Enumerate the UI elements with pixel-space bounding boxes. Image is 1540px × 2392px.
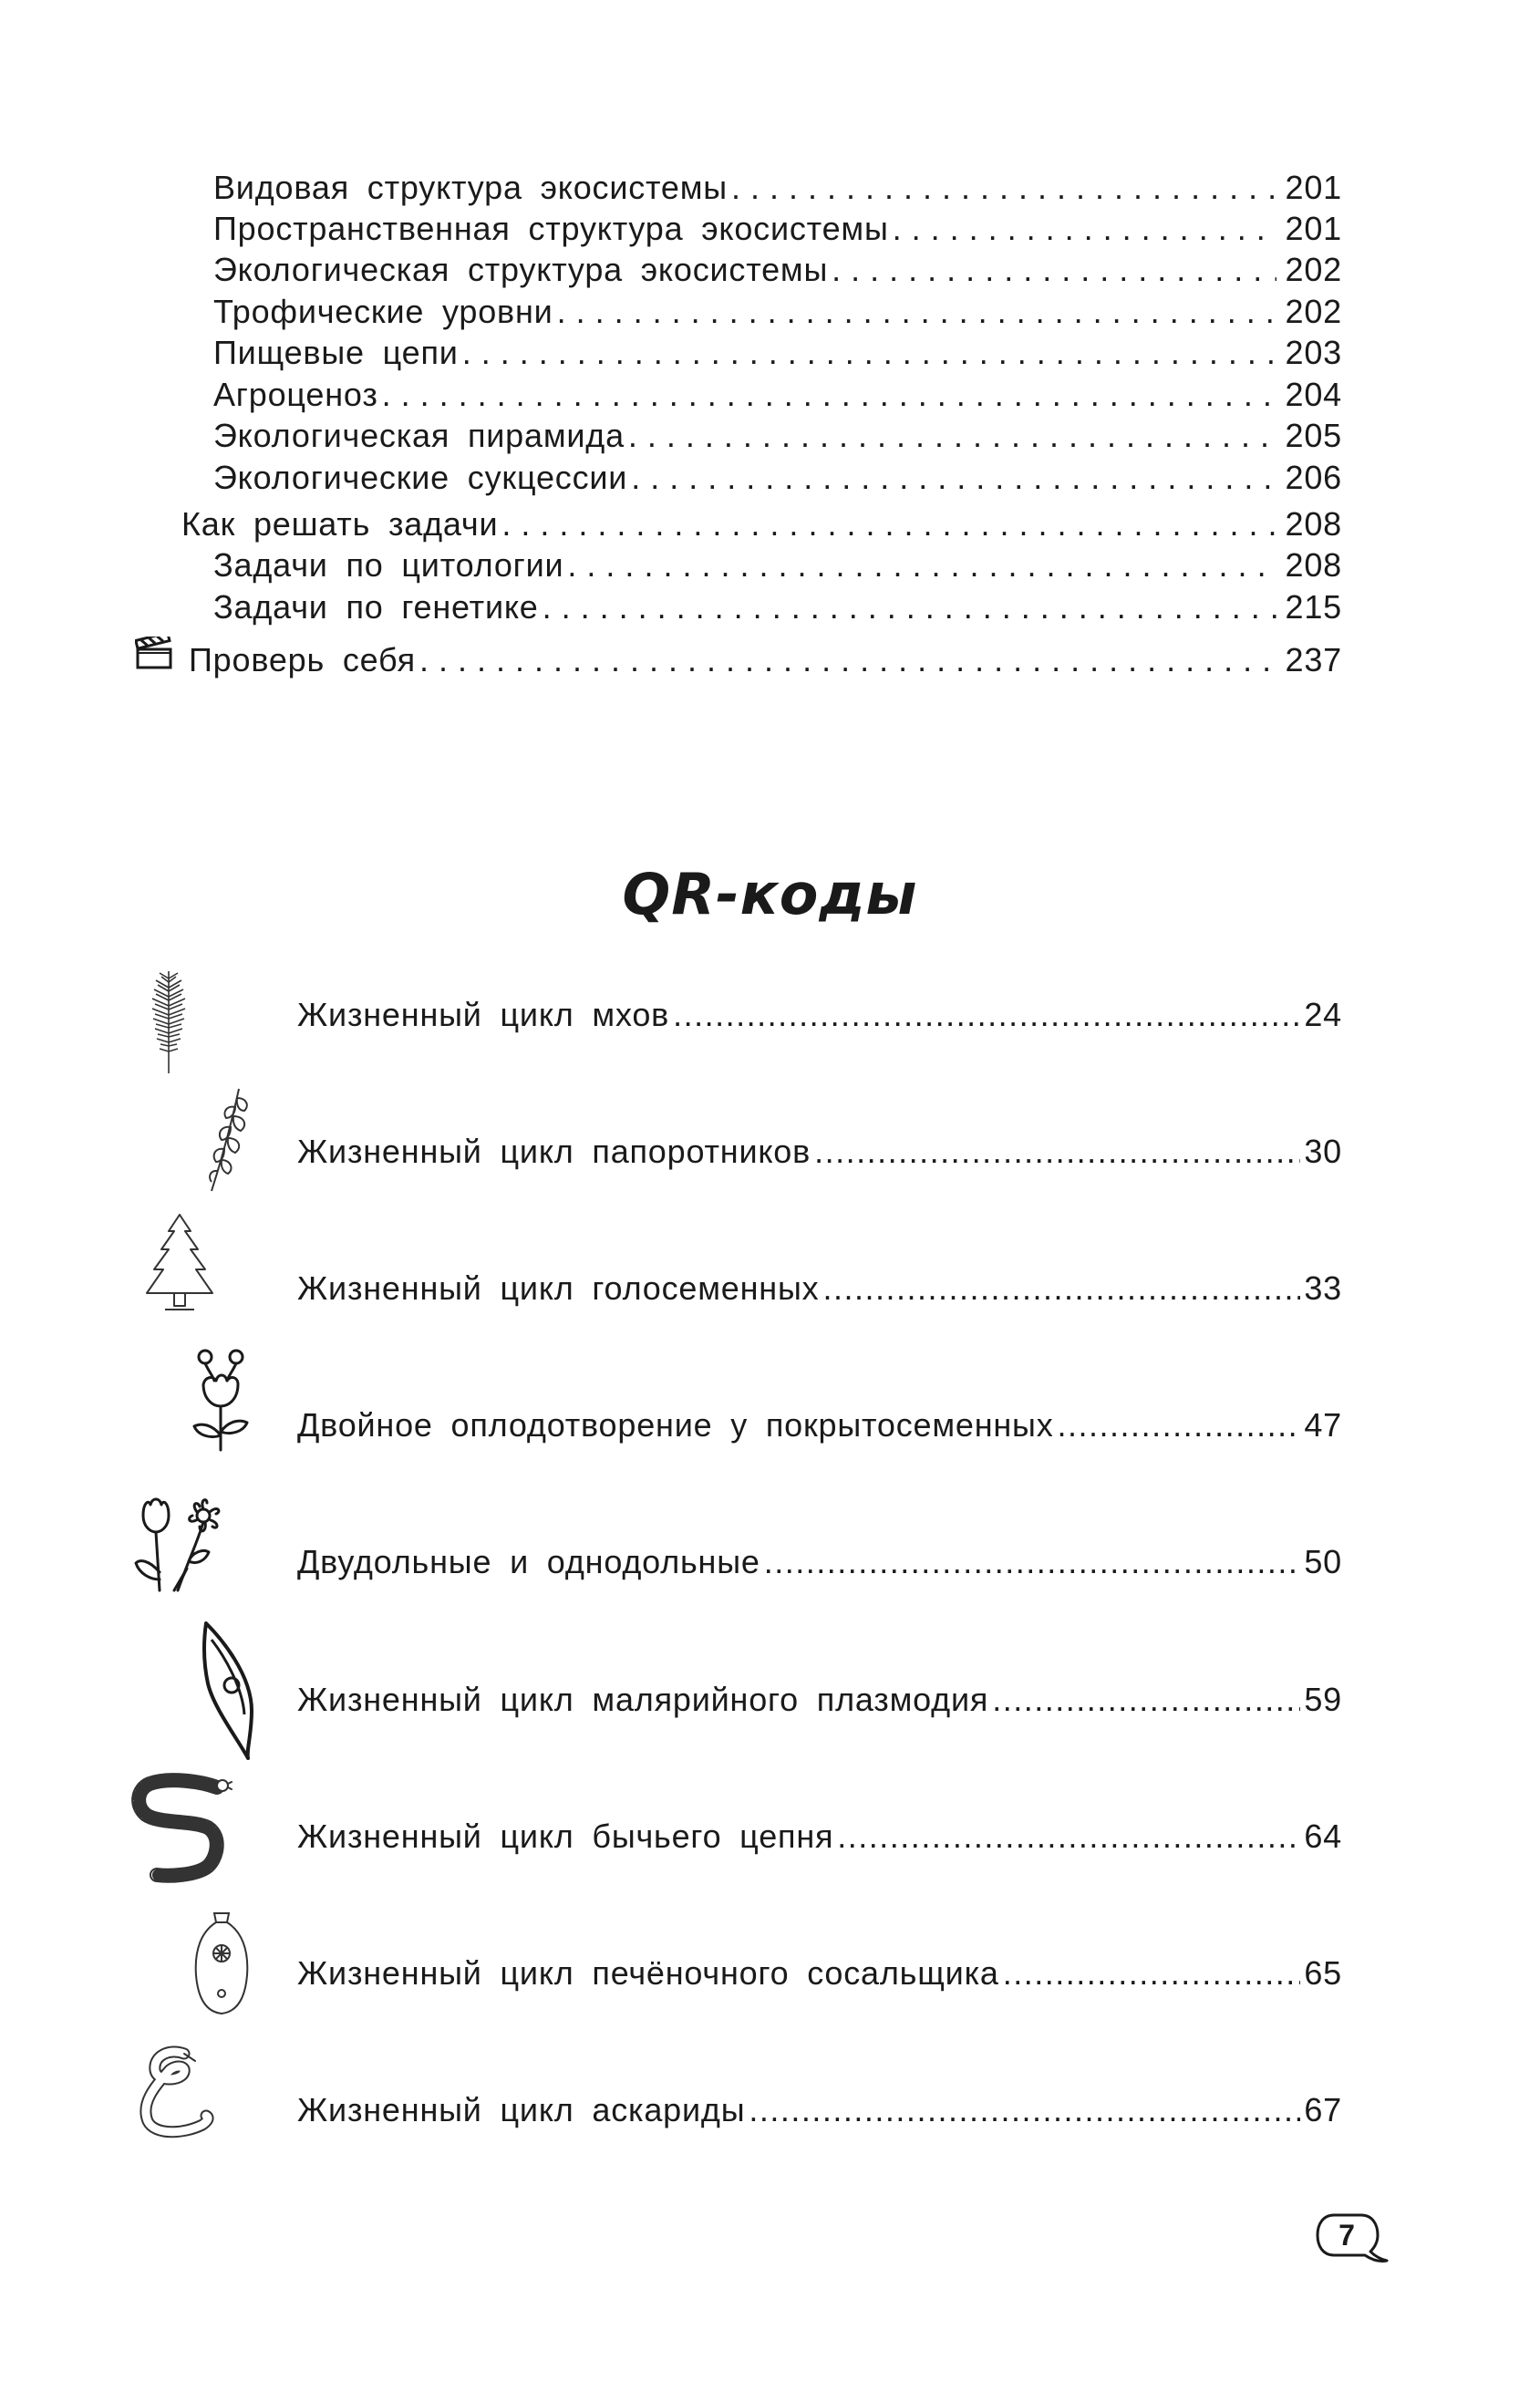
qr-list-item <box>297 1817 1342 1856</box>
qr-item-page: 33 <box>1304 1269 1342 1307</box>
qr-item-page: 67 <box>1304 2091 1342 2128</box>
toc-entry-page: 206 <box>1285 459 1342 496</box>
toc-entry-title: Как решать задачи <box>181 505 499 543</box>
dot-leader <box>893 210 1276 248</box>
qr-list-item <box>297 1681 1342 1719</box>
toc-entry-title: Видовая структура экосистемы <box>213 169 728 206</box>
toc-entry-title: Задачи по генетике <box>213 588 539 626</box>
qr-section-heading: QR-коды <box>622 861 918 927</box>
toc-entry-title: Проверь себя <box>189 641 416 678</box>
toc-entry-title: Экологическая пирамида <box>213 417 625 454</box>
plasmodium-icon <box>201 1620 259 1762</box>
toc-entry-page: 215 <box>1285 588 1342 626</box>
toc-entry-title: Пищевые цепи <box>213 334 459 371</box>
dot-leader <box>731 169 1276 207</box>
qr-list-item <box>297 1133 1342 1171</box>
toc-entry-page: 203 <box>1285 334 1342 371</box>
toc-entry <box>189 641 1342 683</box>
toc-entry-page: 201 <box>1285 169 1342 206</box>
dot-leader <box>382 376 1276 414</box>
tulip-daisy-icon <box>132 1496 233 1596</box>
dot-leader <box>1003 1954 1301 1993</box>
tapeworm-icon <box>133 1773 233 1882</box>
qr-item-title: Двойное оплодотворение у покрытосеменных <box>297 1406 1054 1444</box>
dot-leader <box>628 417 1276 455</box>
page-number: 7 <box>1338 2219 1355 2252</box>
qr-item-page: 24 <box>1304 996 1342 1033</box>
qr-list-item <box>297 1406 1342 1445</box>
qr-item-page: 50 <box>1304 1543 1342 1580</box>
dot-leader <box>673 996 1300 1034</box>
page-number-badge <box>1314 2211 1389 2264</box>
dot-leader <box>557 293 1276 331</box>
dot-leader <box>832 251 1276 289</box>
dot-leader <box>822 1269 1300 1308</box>
toc-entry-page: 208 <box>1285 505 1342 543</box>
qr-list-item <box>297 1269 1342 1308</box>
roundworm-icon <box>137 2045 213 2139</box>
dot-leader <box>543 588 1276 626</box>
qr-item-title: Жизненный цикл мхов <box>297 996 670 1033</box>
qr-item-title: Жизненный цикл аскариды <box>297 2091 746 2128</box>
moss-sprig-icon <box>141 969 196 1075</box>
toc-entry-title: Экологические сукцессии <box>213 459 628 496</box>
qr-list-item <box>297 1543 1342 1581</box>
toc-entry-page: 202 <box>1285 293 1342 330</box>
qr-item-page: 59 <box>1304 1681 1342 1718</box>
qr-list-item <box>297 996 1342 1034</box>
toc-entry <box>213 417 1342 459</box>
dot-leader <box>992 1681 1300 1719</box>
toc-entry-title: Задачи по цитологии <box>213 546 564 584</box>
fir-tree-icon <box>140 1211 220 1319</box>
qr-list-item <box>297 2091 1342 2129</box>
toc-entry-title: Пространственная структура экосистемы <box>213 210 889 247</box>
toc-entry-title: Агроценоз <box>213 376 378 413</box>
dot-leader <box>1058 1406 1301 1445</box>
clapperboard-icon <box>135 637 173 669</box>
dot-leader <box>837 1817 1300 1856</box>
qr-item-title: Жизненный цикл папоротников <box>297 1133 811 1170</box>
qr-item-title: Жизненный цикл бычьего цепня <box>297 1817 834 1855</box>
toc-entry <box>213 169 1342 211</box>
toc-entry-title: Экологическая структура экосистемы <box>213 251 829 288</box>
dot-leader <box>501 505 1276 544</box>
toc-entry <box>213 546 1342 588</box>
toc-entry <box>213 588 1342 630</box>
qr-item-page: 65 <box>1304 1954 1342 1992</box>
toc-entry <box>213 334 1342 376</box>
toc-entry-page: 201 <box>1285 210 1342 247</box>
toc-entry-page: 237 <box>1285 641 1342 678</box>
qr-item-title: Жизненный цикл малярийного плазмодия <box>297 1681 989 1718</box>
qr-item-page: 30 <box>1304 1133 1342 1170</box>
dot-leader <box>764 1543 1301 1581</box>
toc-entry <box>213 376 1342 418</box>
fern-leaf-icon <box>193 1087 257 1193</box>
toc-entry-page: 208 <box>1285 546 1342 584</box>
toc-entry <box>213 459 1342 501</box>
dot-leader <box>567 546 1276 585</box>
toc-entry-title: Трофические уровни <box>213 293 553 330</box>
qr-item-page: 64 <box>1304 1817 1342 1855</box>
dot-leader <box>814 1133 1300 1171</box>
dot-leader <box>462 334 1276 372</box>
qr-item-title: Двудольные и однодольные <box>297 1543 760 1580</box>
qr-item-page: 47 <box>1304 1406 1342 1444</box>
dot-leader <box>419 641 1276 679</box>
toc-entry-page: 204 <box>1285 376 1342 413</box>
toc-entry <box>181 505 1342 547</box>
qr-item-title: Жизненный цикл печёночного сосальщика <box>297 1954 999 1992</box>
flower-icon <box>185 1348 254 1454</box>
toc-entry <box>213 251 1342 293</box>
dot-leader <box>749 2091 1300 2129</box>
liver-fluke-icon <box>187 1910 256 2019</box>
dot-leader <box>631 459 1276 497</box>
qr-item-title: Жизненный цикл голосеменных <box>297 1269 820 1307</box>
toc-entry <box>213 210 1342 252</box>
toc-entry <box>213 293 1342 335</box>
toc-entry-page: 205 <box>1285 417 1342 454</box>
toc-entry-page: 202 <box>1285 251 1342 288</box>
qr-list-item <box>297 1954 1342 1993</box>
